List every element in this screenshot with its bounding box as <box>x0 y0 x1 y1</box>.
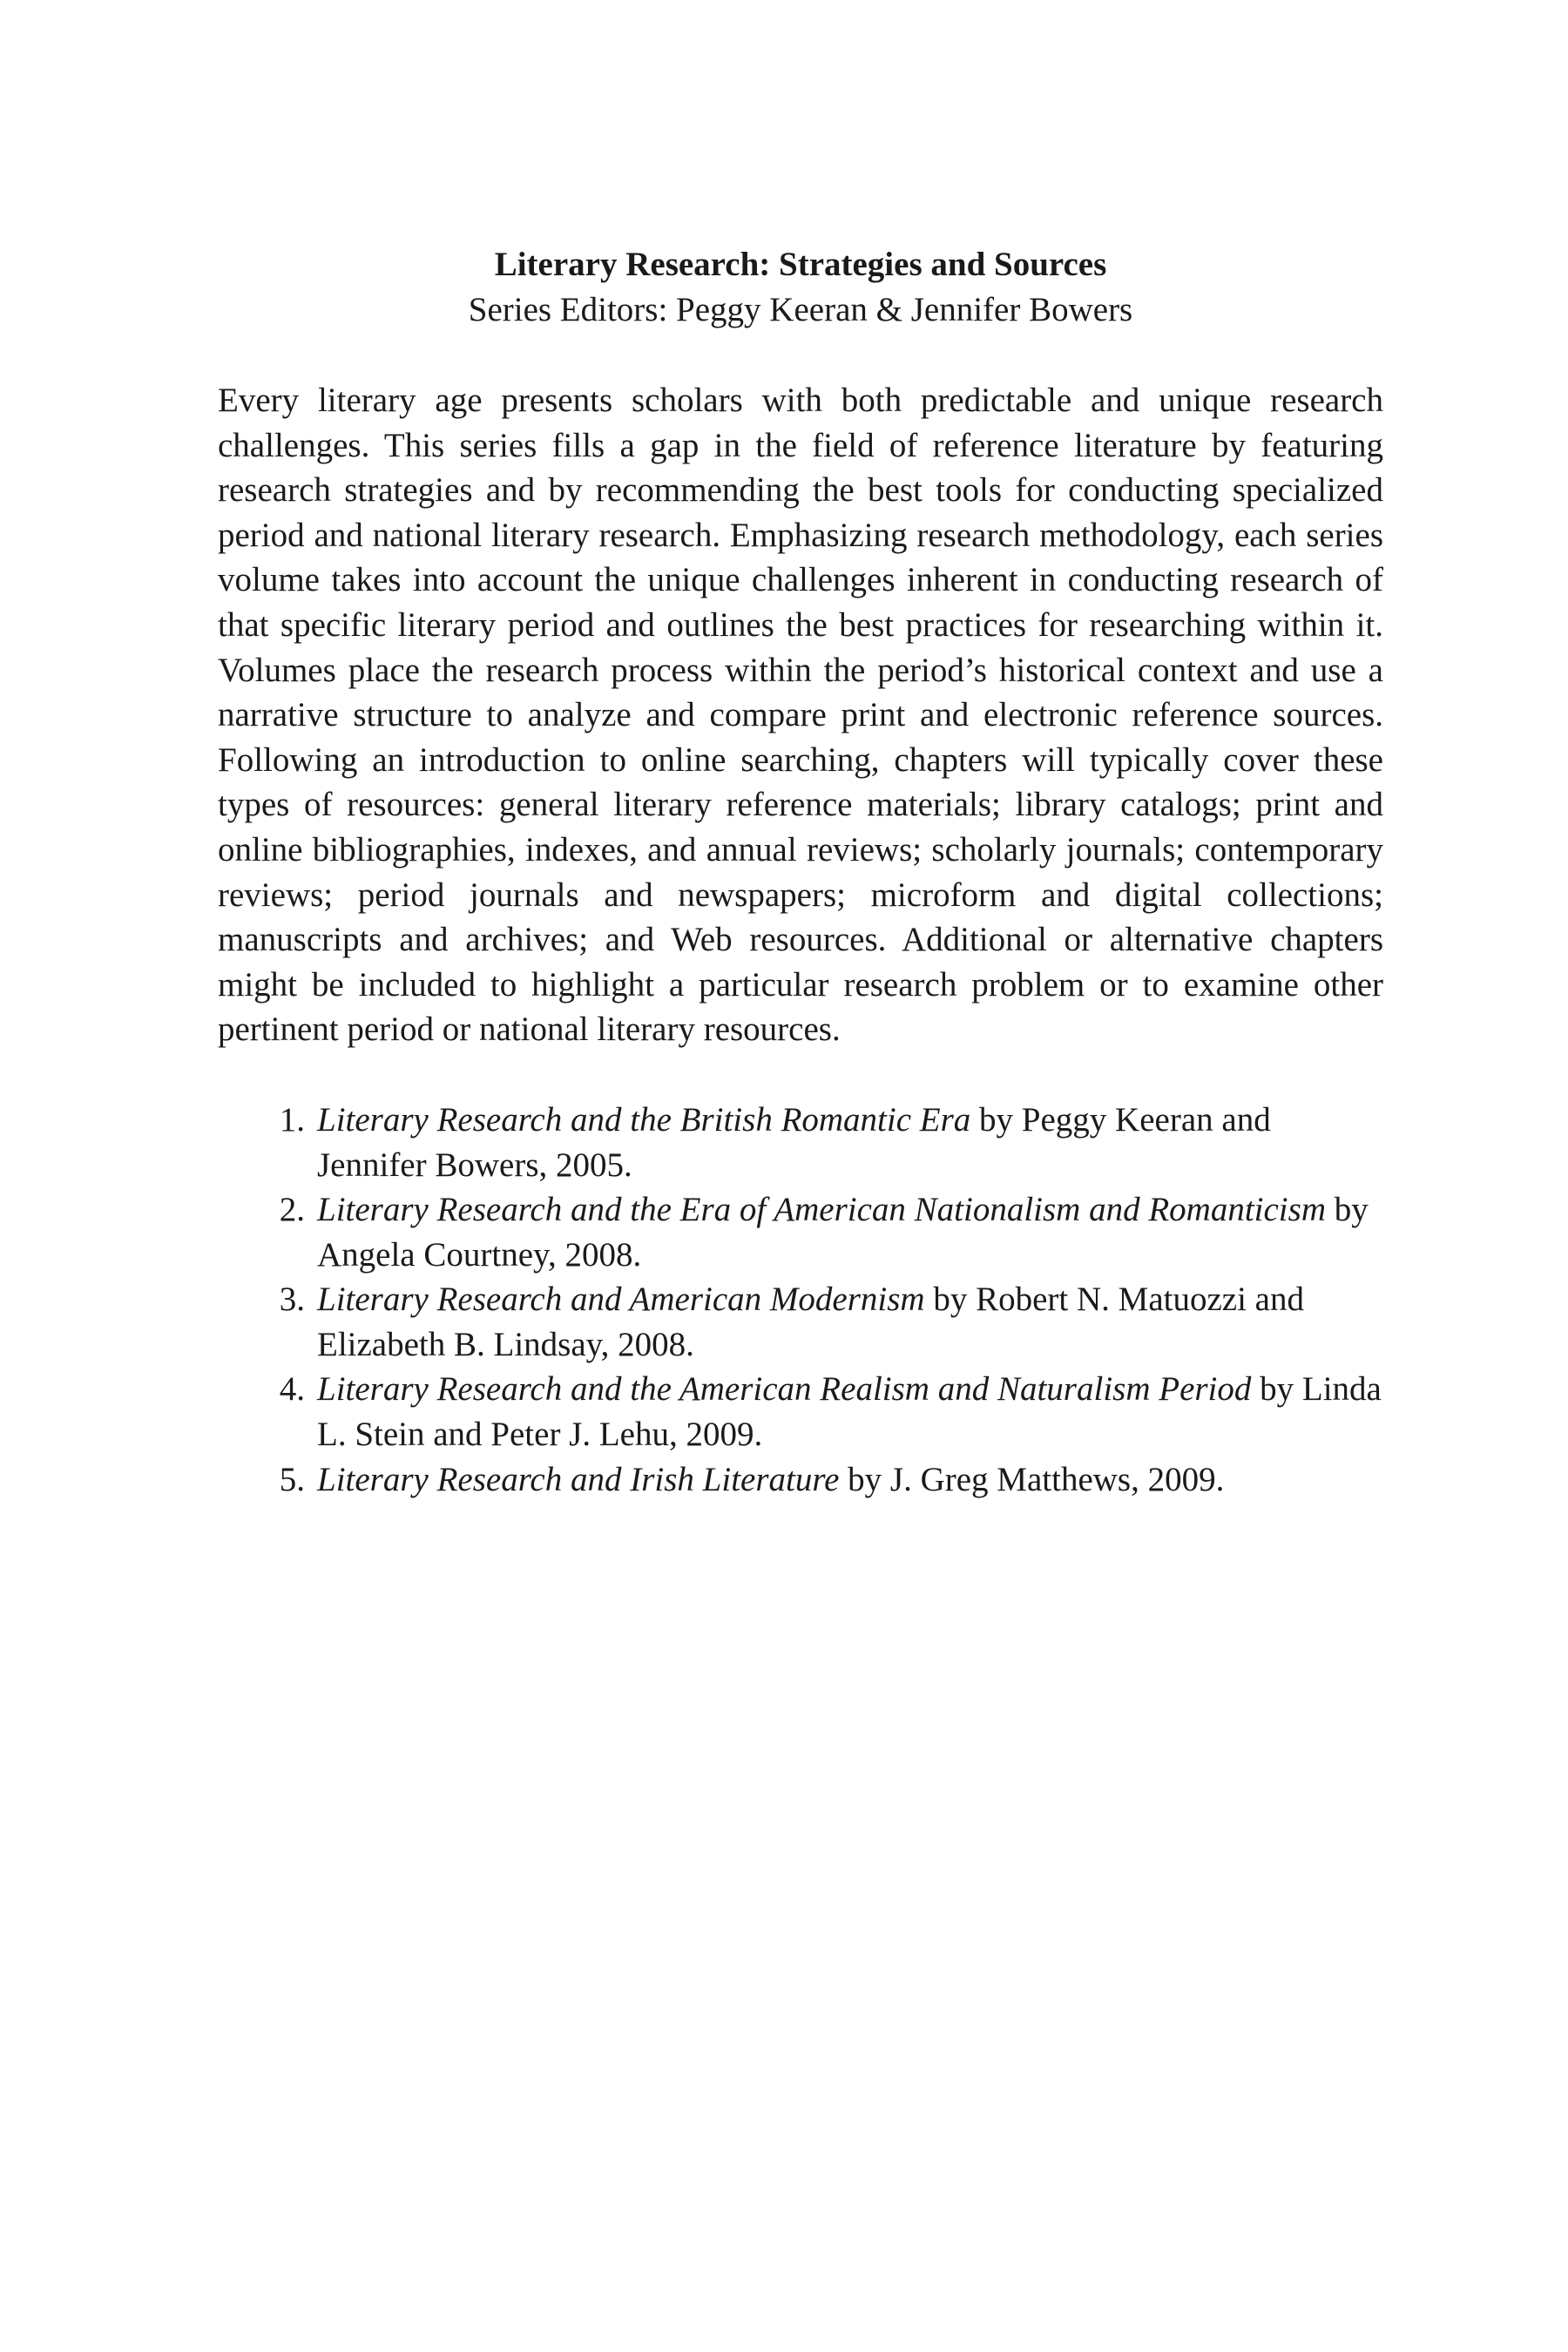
volume-item <box>260 1457 1383 1503</box>
volume-number: 4. <box>279 1370 305 1409</box>
volume-entry <box>317 1367 1383 1456</box>
volume-item <box>260 1277 1383 1367</box>
volume-number: 3. <box>279 1281 305 1319</box>
volume-number: 1. <box>279 1100 305 1139</box>
volume-number: 2. <box>279 1191 305 1229</box>
volume-title: Literary Research and American Modernism <box>317 1281 925 1319</box>
volume-title: Literary Research and Irish Literature <box>317 1460 840 1498</box>
volume-entry <box>317 1277 1383 1367</box>
volume-number: 5. <box>279 1460 305 1498</box>
volume-entry <box>317 1457 1383 1503</box>
series-description: Every literary age presents scholars with both predictable and unique research challenges. This series fills a gap in the field of reference literature by featuring research strategies and by recommending the best tools for conducting specialized period and national literary research. Emphasizing research methodology, each series volume takes into account the unique challenges inherent in conducting research of that specific literary period and outlines the best practices for researching within it. Volumes place the research process within the period’s historical context and use a narrative structure to analyze and compare print and electronic reference sources. Following an introduction to online searching, chapters will typically cover these types of resources: general literary reference materials; library catalogs; print and online bibliographies, indexes, and annual reviews; scholarly journals; contemporary reviews; period journals and newspapers; microform and digital collections; manuscripts and archives; and Web resources. Additional or alternative chapters might be included to highlight a particular research problem or to examine other pertinent period or national literary resources. <box>218 382 1383 1049</box>
volume-authors: by Linda L. Stein and Peter J. Lehu, 2009. <box>317 1370 1382 1454</box>
volume-authors: by Peggy Keeran and Jennifer Bowers, 2005. <box>317 1100 1271 1184</box>
volume-authors: by J. Greg Matthews, 2009. <box>839 1460 1225 1498</box>
volume-item <box>260 1367 1383 1456</box>
volume-entry <box>317 1098 1383 1187</box>
volume-item <box>260 1098 1383 1187</box>
series-editors: Series Editors: Peggy Keeran & Jennifer Bowers <box>468 291 1133 328</box>
volume-list <box>218 1098 1383 1502</box>
series-title: Literary Research: Strategies and Sources <box>494 246 1107 283</box>
volume-entry <box>317 1187 1383 1277</box>
volume-authors: by Robert N. Matuozzi and Elizabeth B. Lindsay, 2008. <box>317 1281 1304 1363</box>
volume-title: Literary Research and the American Realism and Naturalism Period <box>317 1370 1252 1409</box>
volume-title: Literary Research and the British Romantic Era <box>317 1100 971 1139</box>
volume-item <box>260 1187 1383 1277</box>
series-page <box>218 242 1383 1502</box>
volume-authors: by Angela Courtney, 2008. <box>317 1191 1369 1274</box>
volume-title: Literary Research and the Era of American Nationalism and Romanticism <box>317 1191 1326 1229</box>
